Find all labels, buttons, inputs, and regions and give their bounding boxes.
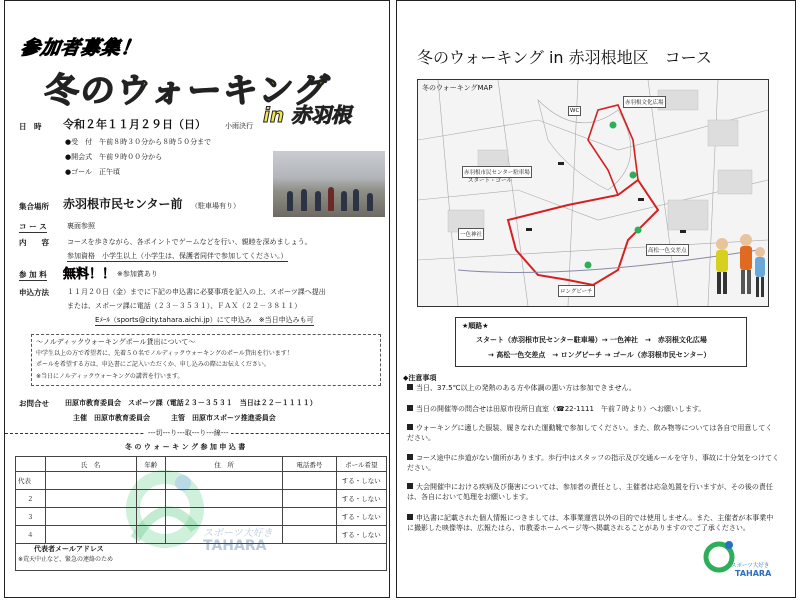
bullet-icon (407, 483, 413, 489)
cut-line-label: ---切---り---取---り---線--- (145, 428, 231, 438)
course-map (417, 79, 769, 307)
fee-value: 無料！！ (63, 267, 116, 282)
map-label-culture: 赤羽根文化広場 (623, 96, 666, 108)
note-item (407, 423, 779, 443)
bullet-icon (407, 405, 413, 411)
logo-brand: TAHARA (735, 569, 772, 578)
flyer-back (396, 0, 796, 598)
bullet-icon (407, 384, 413, 390)
form-address-cell[interactable] (166, 508, 283, 526)
schedule-opening: ●開会式 午前９時００分から (65, 153, 163, 161)
form-phone-cell[interactable] (283, 508, 337, 526)
notice-line-2: ポールを希望する方は、申込書にご記入いただくか、申し込みの際にお伝えください。 (36, 361, 270, 368)
note-text: 申込書に記載された個人情報につきましては、本事業運営以外の目的では使用しません。また、主催者が本事業中に撮影した映像等は、広報たはら、市教委ホームページ等へ掲載されることがありますのでご了承ください。 (407, 514, 774, 532)
notice-line-3: ※当日にノルディックウォーキングの講習を行います。 (36, 373, 184, 380)
eligibility-text: 参加資格 小学生以上（小学生は、保護者同伴で参加してください。） (67, 252, 288, 260)
form-name-cell[interactable] (45, 490, 136, 508)
form-age-cell[interactable] (136, 472, 166, 490)
date-label: 日 時 (19, 122, 42, 131)
map-label-beach: ロングビーチ (558, 285, 595, 297)
apply-line-2: または、スポーツ課に電話（２３－３５３１）、ＦＡＸ（２２－３８１１） (67, 302, 302, 310)
form-row (16, 472, 387, 490)
note-text: 大会開催中における疾病及び傷害については、参加者の責任とし、主催者は応急処置を行いますが、その後の責任は、各自において処理をお願いします。 (407, 483, 773, 501)
date-note: 小雨決行 (225, 122, 253, 130)
watermark-logo-text: スポーツ大好き (203, 528, 273, 539)
note-text: 当日、37.5℃以上の発熱のある方や体調の悪い方は参加できません。 (416, 384, 636, 392)
form-pole-choice[interactable]: する・しない (336, 490, 386, 508)
form-phone-cell[interactable] (283, 472, 337, 490)
form-name-cell[interactable] (45, 526, 136, 544)
form-age-cell[interactable] (136, 490, 166, 508)
contact-value: 田原市教育委員会 スポーツ課（電話２３－３５３１ 当日は２２－１１１１） (65, 399, 317, 407)
note-text: コース途中に歩道がない箇所があります。歩行中はスタッフの指示及び交通ルールを守り、事故に十分気をつけてください。 (407, 454, 779, 472)
form-row-number: ２ (16, 490, 46, 508)
form-row (16, 508, 387, 526)
schedule-goal: ●ゴール 正午頃 (65, 168, 120, 176)
map-label-shrine: 一色神社 (458, 228, 484, 240)
apply-line-1: １１月２０日（金）までに下記の申込書に必要事項を記入の上、スポーツ課へ提出 (67, 288, 326, 296)
form-age-cell[interactable] (136, 526, 166, 544)
flyer-front (4, 0, 390, 598)
fee-note: ※参加賞あり (117, 270, 158, 278)
venue-note: （駐車場有り） (191, 202, 240, 210)
note-item (407, 383, 779, 393)
date-value: 令和２年１１月２９日（日） (63, 118, 206, 131)
form-header-pole: ポール希望 (336, 457, 386, 472)
form-name-cell[interactable] (45, 508, 136, 526)
form-row-number: ４ (16, 526, 46, 544)
bullet-icon (407, 424, 413, 430)
form-name-cell[interactable] (45, 472, 136, 490)
form-header-age: 年齢 (136, 457, 166, 472)
form-pole-choice[interactable]: する・しない (336, 526, 386, 544)
form-address-cell[interactable] (166, 526, 283, 544)
form-address-cell[interactable] (166, 472, 283, 490)
course-title: 冬のウォーキング in 赤羽根地区 コース (417, 48, 712, 67)
content-value: コースを歩きながら、各ポイントでゲームなどを行い、親睦を深めましょう。 (67, 238, 312, 246)
event-location-title: in 赤羽根 (263, 103, 352, 127)
schedule-reception: ●受 付 午前８時３０分から８時５０分まで (65, 138, 212, 146)
email-label: 代表者メールアドレス (34, 545, 104, 553)
venue-value: 赤羽根市民センター前 (63, 197, 183, 211)
note-item (407, 513, 779, 533)
walkers-photo (273, 151, 385, 217)
form-title: 冬 の ウ ォ ー キ ン グ 参 加 申 込 書 (125, 443, 246, 451)
form-age-cell[interactable] (136, 508, 166, 526)
form-pole-choice[interactable]: する・しない (336, 472, 386, 490)
form-email-row (16, 544, 387, 571)
recruit-heading: 参加者募集！ (19, 37, 143, 59)
form-phone-cell[interactable] (283, 490, 337, 508)
course-label: コ ー ス (19, 222, 47, 231)
application-form (15, 456, 387, 571)
walkers-illustration (708, 230, 768, 306)
form-header-no (16, 457, 46, 472)
route-header: ★順路★ (462, 322, 489, 330)
form-header-phone: 電話番号 (283, 457, 337, 472)
host-line: 主催 田原市教育委員会 主管 田原市スポーツ推進委員会 (73, 414, 276, 422)
content-label: 内 容 (19, 238, 49, 247)
logo-text: スポーツ大好き (731, 563, 770, 569)
pole-rental-notice (31, 334, 381, 386)
venue-label: 集合場所 (19, 202, 49, 211)
note-text: 当日の開催等の問合せは田原市役所日直室（☎22-1111 午前７時より）へお願いします。 (416, 405, 706, 413)
route-line-1: スタート（赤羽根市民センター駐車場）→ 一色神社 → 赤羽根文化広場 (476, 336, 707, 344)
form-header-address: 住 所 (166, 457, 283, 472)
contact-label: お問合せ (19, 399, 49, 408)
route-box (455, 317, 747, 367)
course-value: 裏面参照 (67, 222, 95, 230)
map-title: 冬のウォーキングMAP (422, 84, 493, 92)
map-label-wc: WC (570, 108, 580, 114)
form-row-number: ３ (16, 508, 46, 526)
form-row (16, 490, 387, 508)
note-item (407, 404, 779, 414)
apply-line-3: Eﾒｰﾙ（sports@city.tahara.aichi.jp）にて申込み ※当日申込みも可 (95, 316, 314, 324)
route-line-2: → 高松一色交差点 → ロングビーチ → ゴール（赤羽根市民センター） (488, 351, 711, 359)
notice-heading: ～ノルディックウォーキングポール貸出について～ (36, 338, 196, 346)
fee-label: 参 加 料 (19, 270, 47, 279)
form-row (16, 526, 387, 544)
map-label-start: スタート・ゴール (468, 178, 512, 184)
note-item (407, 453, 779, 473)
form-phone-cell[interactable] (283, 526, 337, 544)
form-address-cell[interactable] (166, 490, 283, 508)
form-row-number: 代表 (16, 472, 46, 490)
bullet-icon (407, 514, 413, 520)
form-email-cell[interactable] (16, 544, 387, 571)
form-pole-choice[interactable]: する・しない (336, 508, 386, 526)
map-label-center: 赤羽根市民センター駐車場 (462, 166, 532, 178)
map-label-intersection: 高松一色交差点 (646, 244, 689, 256)
watermark-logo-brand: TAHARA (203, 538, 267, 554)
bullet-icon (407, 454, 413, 460)
notice-line-1: 中学生以上の方で希望者に、先着５０名でノルディックウォーキングのポール貸出を行います！ (36, 350, 293, 357)
note-text: ウォーキングに適した服装、履きなれた運動靴で参加してください。また、飲み物等については各自で用意してください。 (407, 424, 773, 442)
apply-label: 申込方法 (19, 288, 49, 297)
email-note: ※荒天中止など、緊急の連絡のため (18, 556, 114, 563)
form-header-name: 氏 名 (45, 457, 136, 472)
notes-header: ◆注意事項 (403, 374, 437, 382)
note-item (407, 482, 779, 502)
event-title: 冬のウォーキング (42, 71, 333, 111)
